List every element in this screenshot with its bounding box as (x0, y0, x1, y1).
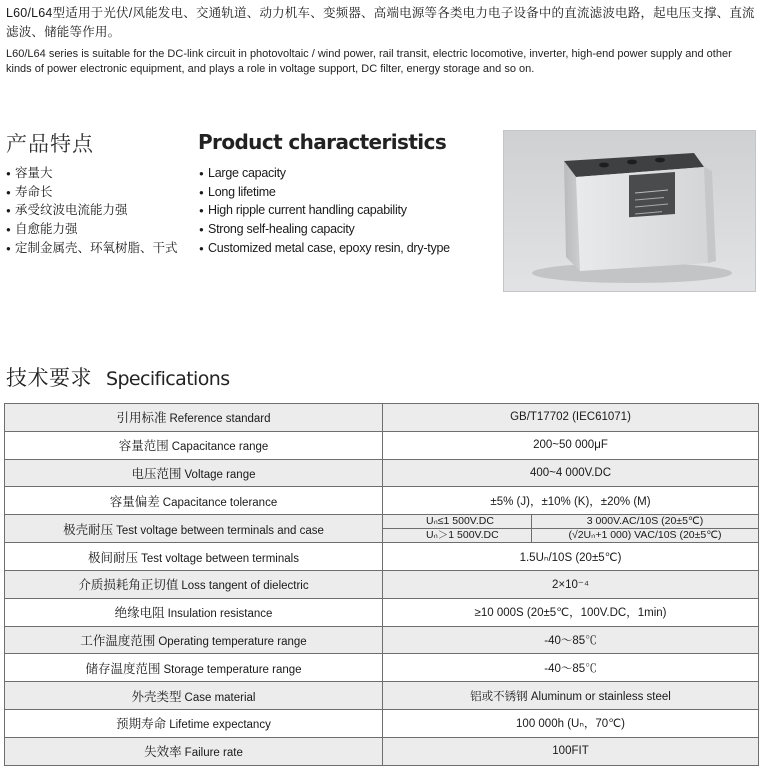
feature-item-en: ● Customized metal case, epoxy resin, dry-type (199, 239, 450, 258)
param-cn: 介质损耗角正切值 (78, 578, 179, 593)
value-cell: 100 000h (Uₙ，70℃) (383, 709, 759, 737)
sub-value: 3 000V.AC/10S (20±5℃) (586, 515, 704, 528)
sub-value: (√2Uₙ+1 000) VAC/10S (20±5℃) (568, 529, 722, 542)
value-cell: 2×10⁻⁴ (383, 570, 759, 598)
table-row (5, 570, 759, 598)
value-cell: 铝或不锈钢 Aluminum or stainless steel (383, 682, 759, 710)
param-cn: 绝缘电阻 (114, 606, 165, 621)
table-row (5, 404, 759, 432)
sub-row (383, 515, 758, 528)
table-row (5, 654, 759, 682)
param-en: Capacitance tolerance (162, 496, 278, 509)
param-cn: 预期寿命 (116, 717, 167, 732)
table-row (5, 598, 759, 626)
param-cell (5, 515, 383, 543)
param-en: Loss tangent of dielectric (181, 580, 309, 593)
param-en: Test voltage between terminals and case (116, 524, 324, 537)
specifications-title-cn: 技术要求 (6, 367, 92, 390)
specifications-table (4, 403, 759, 766)
value-cell: -40～85℃ (383, 654, 759, 682)
table-row (5, 737, 759, 765)
feature-item-cn: ● 容量大 (6, 164, 178, 183)
value-cell-split (383, 515, 759, 543)
value-cell: -40～85℃ (383, 626, 759, 654)
capacitor-illustration (504, 131, 756, 292)
features-title-en: Product characteristics (198, 130, 447, 154)
param-cell (5, 709, 383, 737)
intro-chinese: L60/L64型适用于光伏/风能发电、交通轨道、动力机车、变频器、高端电源等各类电力电子设备中的直流滤波电路，起电压支撑、直流滤波、储能等作用。 (6, 6, 755, 39)
param-cn: 储存温度范围 (85, 661, 161, 676)
table-row (5, 515, 759, 543)
intro-english: L60/L64 series is suitable for the DC-link circuit in photovoltaic / wind power, rail transit, electric locomotive, inverter, high-end power supply and other kinds of power electronic equipment, and plays a role in voltage support, DC filter, energy storage and so on. (6, 48, 732, 75)
param-cell (5, 487, 383, 515)
sub-condition: Uₙ＞1 500V.DC (383, 529, 532, 542)
feature-item-en: ● High ripple current handling capability (199, 201, 450, 220)
feature-item-en: ● Long lifetime (199, 183, 450, 202)
param-cell (5, 598, 383, 626)
value-cell: 100FIT (383, 737, 759, 765)
features-title-cn: 产品特点 (6, 133, 94, 156)
feature-item-cn: ● 承受纹波电流能力强 (6, 201, 178, 220)
sub-table (383, 515, 758, 542)
param-cell (5, 654, 383, 682)
param-cell (5, 570, 383, 598)
table-row (5, 682, 759, 710)
feature-item-cn: ● 寿命长 (6, 183, 178, 202)
param-cell (5, 682, 383, 710)
table-row (5, 459, 759, 487)
param-en: Operating temperature range (158, 635, 307, 648)
features-list-en (199, 164, 450, 257)
param-en: Test voltage between terminals (141, 552, 299, 565)
param-cn: 失效率 (144, 745, 182, 760)
product-photo (503, 130, 756, 292)
param-cn: 引用标准 (116, 411, 167, 426)
param-cn: 极间耐压 (88, 550, 139, 565)
value-cell: 1.5Uₙ/10S (20±5℃) (383, 543, 759, 571)
specifications-title-en: Specifications (106, 368, 230, 390)
param-en: Lifetime expectancy (169, 719, 271, 732)
features-list-cn (6, 164, 178, 257)
value-cell: 200~50 000μF (383, 431, 759, 459)
sub-row (383, 528, 758, 542)
param-en: Capacitance range (171, 441, 269, 454)
feature-item-en: ● Strong self-healing capacity (199, 220, 450, 239)
table-row (5, 487, 759, 515)
feature-item-cn: ● 自愈能力强 (6, 220, 178, 239)
param-cell (5, 543, 383, 571)
table-row (5, 431, 759, 459)
param-cell (5, 404, 383, 432)
feature-item-en: ● Large capacity (199, 164, 450, 183)
param-cn: 容量范围 (118, 439, 169, 454)
param-cell (5, 626, 383, 654)
value-cell: 400~4 000V.DC (383, 459, 759, 487)
param-cn: 容量偏差 (109, 494, 160, 509)
param-en: Voltage range (184, 468, 256, 481)
param-en: Case material (184, 691, 256, 704)
sub-condition: Uₙ≤1 500V.DC (383, 515, 532, 528)
param-cn: 电压范围 (131, 466, 182, 481)
param-en: Storage temperature range (163, 663, 302, 676)
param-cn: 工作温度范围 (80, 633, 156, 648)
param-en: Reference standard (169, 413, 271, 426)
value-cell: GB/T17702 (IEC61071) (383, 404, 759, 432)
param-cn: 极壳耐压 (63, 522, 114, 537)
param-en: Insulation resistance (167, 608, 273, 621)
param-cn: 外壳类型 (131, 689, 182, 704)
feature-item-cn: ● 定制金属壳、环氧树脂、干式 (6, 239, 178, 258)
table-row (5, 626, 759, 654)
param-cell (5, 737, 383, 765)
param-cell (5, 431, 383, 459)
param-cell (5, 459, 383, 487)
param-en: Failure rate (184, 747, 243, 760)
specifications-title (6, 362, 230, 392)
table-row (5, 543, 759, 571)
value-cell: ≥10 000S (20±5℃，100V.DC，1min) (383, 598, 759, 626)
table-row (5, 709, 759, 737)
value-cell: ±5% (J)，±10% (K)，±20% (M) (383, 487, 759, 515)
